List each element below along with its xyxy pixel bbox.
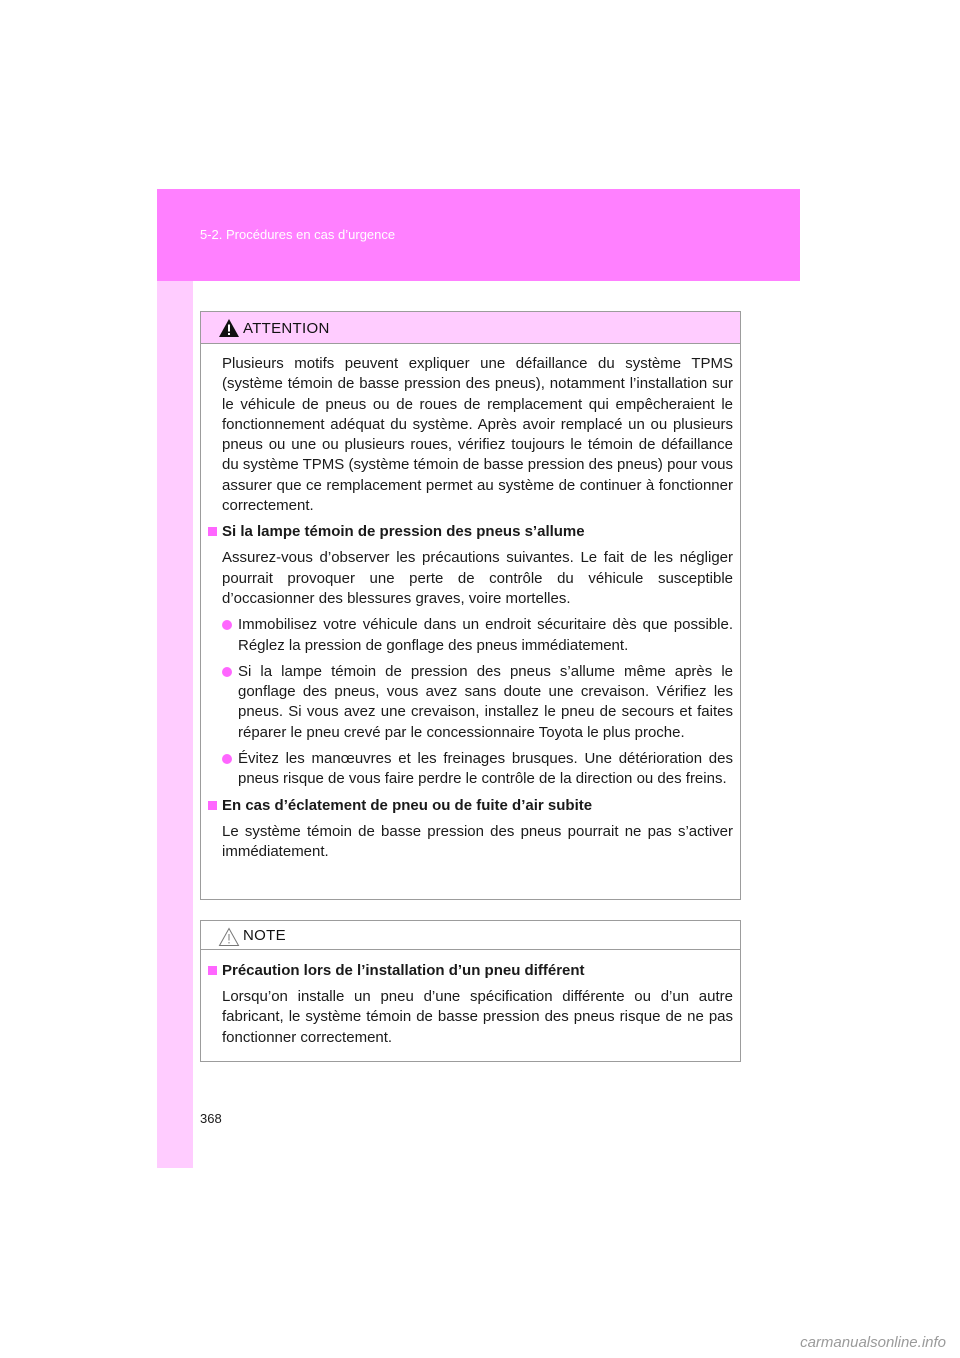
- page-number: 368: [200, 1111, 222, 1126]
- heading-text: Précaution lors de l’installation d’un pneu différent: [222, 962, 585, 979]
- note-section1-text: Lorsqu’on installe un pneu d’une spécification différente ou d’un autre fabricant, le système témoin de basse pression des pneus risque de ne pas fonctionner correctement.: [222, 988, 733, 1046]
- list-item-text: Si la lampe témoin de pression des pneus s’allume même après le gonflage des pneus, vous avez sans doute une crevaison. Vérifiez les pneus. Si vous avez une crevaison, installez le pneu de secours et faites réparer le pneu crevé par le concessionnaire Toyota le plus proche.: [238, 662, 733, 741]
- attention-section2-text: Le système témoin de basse pression des pneus pourrait ne pas s’activer immédiatement.: [222, 822, 733, 860]
- round-bullet-icon: [222, 667, 232, 677]
- heading-text: Si la lampe témoin de pression des pneus s’allume: [222, 523, 585, 541]
- note-header: [201, 921, 740, 950]
- note-title: NOTE: [243, 927, 286, 944]
- list-item: [208, 662, 733, 743]
- attention-box: [200, 311, 741, 900]
- warning-triangle-icon: [218, 318, 240, 338]
- watermark: carmanualsonline.info: [800, 1334, 946, 1351]
- heading-text: En cas d’éclatement de pneu ou de fuite d’air subite: [222, 796, 593, 814]
- square-bullet-icon: [208, 966, 217, 975]
- round-bullet-icon: [222, 620, 232, 630]
- note-box: [200, 920, 741, 1062]
- list-item-text: Évitez les manœuvres et les freinages brusques. Une détérioration des pneus risque de vous faire perdre le contrôle de la direction ou des freins.: [238, 750, 733, 788]
- attention-header: [201, 312, 740, 344]
- attention-intro: Plusieurs motifs peuvent expliquer une défaillance du système TPMS (système témoin de basse pression des pneus), notamment l’installation sur le véhicule de pneus ou de roues de remplacement qui empêcheraient le fonctionnement adéquat du système. Après avoir remplacé un ou plusieurs pneus ou une ou plusieurs roues, vérifiez toujours le témoin de défaillance du système TPMS (système témoin de basse pression des pneus) pour vous assurer que ce remplacement permet au système de continuer à fonctionner correctement.: [222, 355, 733, 515]
- section-title: 5-2. Procédures en cas d’urgence: [200, 227, 396, 242]
- note-heading-1: [208, 961, 733, 981]
- side-strip: [157, 281, 193, 1168]
- square-bullet-icon: [208, 527, 217, 536]
- round-bullet-icon: [222, 754, 232, 764]
- attention-section1-text: Assurez-vous d’observer les précautions suivantes. Le fait de les négliger pourrait provoquer une perte de contrôle du véhicule susceptible d’occasionner des blessures graves, voire mortelles.: [222, 549, 733, 607]
- attention-heading-2: [208, 796, 733, 816]
- attention-title: ATTENTION: [243, 320, 330, 337]
- list-item-text: Immobilisez votre véhicule dans un endroit sécuritaire dès que possible. Réglez la pression de gonflage des pneus immédiatement.: [238, 616, 733, 654]
- list-item: [208, 615, 733, 656]
- attention-heading-1: [208, 522, 733, 542]
- caution-outline-icon: [218, 927, 240, 947]
- square-bullet-icon: [208, 801, 217, 810]
- list-item: [208, 749, 733, 790]
